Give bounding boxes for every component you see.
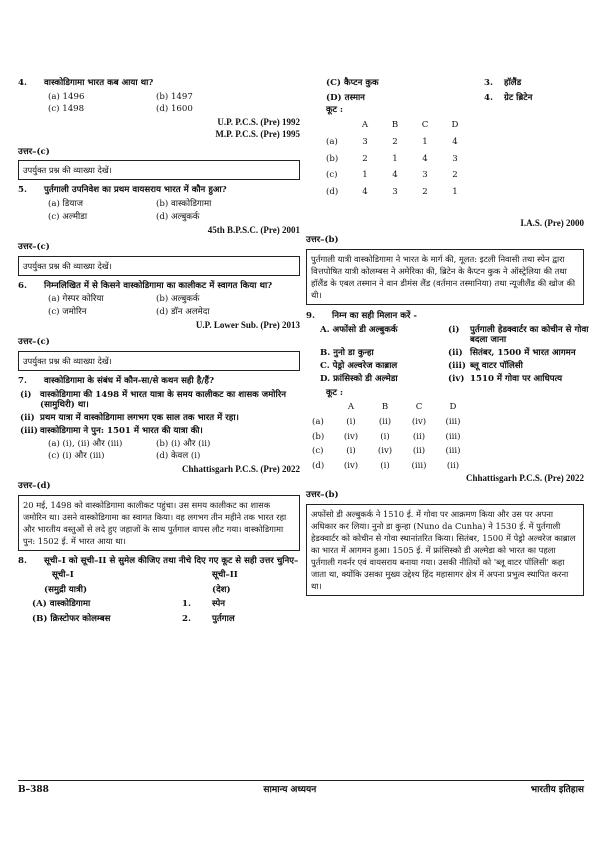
statement <box>18 413 300 424</box>
list2-number: (iv) <box>448 373 465 384</box>
code-label: कूट : <box>326 105 344 116</box>
question-number: 7. <box>18 375 27 386</box>
code-cell: 3 <box>362 136 368 147</box>
question-text: वास्कोडिगामा के संबंध में कौन-सा/से कथन सही है/हैं? <box>44 375 215 386</box>
code-cell: 4 <box>362 187 368 198</box>
statement <box>18 390 300 411</box>
source-label: M.P. P.C.S. (Pre) 1995 <box>215 129 300 140</box>
code-cell: (i) <box>380 431 390 442</box>
code-header: A <box>361 120 369 131</box>
option-c: (c) (i) और (iii) <box>48 451 105 462</box>
code-cell: (ii) <box>412 431 426 442</box>
question-6 <box>18 281 300 292</box>
code-cell: (a) <box>326 136 338 147</box>
code-cell: (ii) <box>378 416 392 427</box>
code-cell: (iv) <box>377 446 393 457</box>
option-a: (a) गेस्पर कोरिया <box>48 294 104 305</box>
question-text: निम्नलिखित में से किसने वास्कोडिगामा का कालीकट में स्वागत किया था? <box>44 280 273 291</box>
q8-list-header <box>18 570 300 625</box>
option-d: (d) केवल (i) <box>156 451 201 462</box>
option-b: (b) वास्कोडिगामा <box>156 199 212 210</box>
code-label: कूट : <box>326 388 344 399</box>
question-number: 5. <box>18 185 27 196</box>
code-cell: (c) <box>312 446 324 457</box>
source-label: Chhattisgarh P.C.S. (Pre) 2022 <box>465 472 584 483</box>
explanation-box: पुर्तगाली यात्री वास्कोडिगामा ने भारत के मार्ग की, मूलत: इटली निवासी तथा स्पेन द्वारा वित्तपोषित यात्री कोलम्बस ने अमेरिका की, ब्रिटेन के कैप्टन कुक ने ऑस्ट्रेलिया की तथा हॉलैंड के एबल तस्मान ने वान डीमंस लैंड (वर्तमान तस्मानिया) तथा न्यूजीलैंड की खोज की थी। <box>306 249 584 305</box>
code-cell: (i) <box>346 446 356 457</box>
source-label: U.P. Lower Sub. (Pre) 2013 <box>195 319 300 330</box>
explanation-box: उपर्युक्त प्रश्न की व्याख्या देखें। <box>18 256 300 276</box>
list2-number: 3. <box>484 78 493 88</box>
option-c: (c) जमोरिन <box>48 307 87 318</box>
question-9 <box>306 311 584 322</box>
list1-item: (D) तस्मान <box>326 92 365 103</box>
code-cell: (iv) <box>411 416 427 427</box>
code-cell: 3 <box>452 153 458 164</box>
explanation-box: 20 मई, 1498 को वास्कोडिगामा कालीकट पहुंचा। उस समय कालीकट का शासक जमोरिन था। उसने वास्कोडिगामा का स्वागत किया। वह लगभग तीन महीने तक भारत रहा और भारतीय वस्तुओं से लदे हुए जहाजों के साथ पुर्तगाल वापस लौट गया। वास्कोडिगामा पुन: 1502 ई. में भारत आया था। <box>18 495 300 551</box>
code-cell: (iii) <box>445 446 461 457</box>
question-4 <box>18 78 300 89</box>
answer-label: उत्तर–(c) <box>18 241 50 252</box>
question-text: वास्कोडिगामा भारत कब आया था? <box>44 78 154 88</box>
code-header: A <box>347 402 355 413</box>
list1-item: A. अफोंसो डी अल्बुकर्क <box>320 324 398 335</box>
answer-label: उत्तर–(d) <box>18 481 51 492</box>
code-cell: 1 <box>392 153 398 164</box>
code-cell: 4 <box>452 136 458 147</box>
code-cell: 3 <box>392 187 398 198</box>
list1-subheader: (समुद्री यात्री) <box>44 584 88 595</box>
list2-item: ब्लू वाटर पॉलिसी <box>470 360 523 371</box>
footer-section: भारतीय इतिहास <box>530 785 584 795</box>
list2-number: (ii) <box>448 348 463 359</box>
code-cell: 4 <box>422 153 428 164</box>
list2-item: हॉलैंड <box>504 78 522 88</box>
source-label: I.A.S. (Pre) 2000 <box>520 217 584 228</box>
list2-item: ग्रेट ब्रिटेन <box>504 92 533 103</box>
list2-number: (iii) <box>448 360 466 371</box>
question-7 <box>18 376 300 387</box>
statement-number: (iii) <box>20 425 38 436</box>
code-cell: (iv) <box>343 431 359 442</box>
list2-number: 2. <box>182 613 191 624</box>
q7-options <box>18 439 300 462</box>
list2-number: (i) <box>448 324 460 335</box>
statement-text: वास्कोडिगामा ने पुन: 1501 में भारत की यात्रा की। <box>40 425 203 436</box>
list2-item: पुर्तगाल <box>212 613 235 624</box>
code-cell: 3 <box>422 170 428 181</box>
list1-item: C. पेड्रो अल्वरेज काब्राल <box>320 360 398 371</box>
code-cell: (d) <box>326 187 339 198</box>
list2-item: सितंबर, 1500 में भारत आगमन <box>470 348 576 359</box>
list2-subheader: (देश) <box>212 584 231 595</box>
list2-item: 1510 में गोवा पर आधिपत्य <box>470 373 563 384</box>
q4-options <box>18 92 300 115</box>
explanation-box: अफोंसो डी अल्बुकर्क ने 1510 ई. में गोवा पर आक्रमण किया और उस पर अपना अधिकार कर लिया। नुनो डा कुन्हा (Nuno da Cunha) ने 1530 ई. में पुर्तगाली हेडक्वार्टर को कोचीन से गोवा स्थानांतरित किया। सितंबर, 1500 में पेड्रो अल्वरेज काब्राल का भारत में आगमन हुआ। 1505 ई. में फ्रांसिस्को डी अल्मेडा को भारत का पहला पुर्तगाली गवर्नर एवं वायसराय बनाया गया। उसकी नीतियों को 'ब्लू वाटर पॉलिसी' कहा जाता था, क्योंकि उसका मुख्य उद्देश्य हिंद महासागर क्षेत्र में अपना प्रभुत्व स्थापित करना था। <box>306 504 584 596</box>
option-d: (d) 1600 <box>156 104 193 115</box>
list2-item: पुर्तगाली हेडक्वार्टर का कोचीन से गोवा बदला जाना <box>470 324 589 346</box>
question-number: 8. <box>18 556 27 567</box>
code-header: C <box>415 402 423 413</box>
code-cell: (iii) <box>411 461 427 471</box>
answer-label: उत्तर–(c) <box>18 337 50 348</box>
code-header: C <box>421 120 429 131</box>
code-cell: (b) <box>326 153 339 164</box>
code-cell: (d) <box>312 461 325 471</box>
q9-code-table <box>306 402 584 472</box>
question-number: 9. <box>306 310 315 321</box>
option-b: (b) अल्बुकर्क <box>156 294 200 305</box>
q6-options <box>18 294 300 317</box>
code-cell: (ii) <box>412 446 426 457</box>
code-cell: (i) <box>346 416 356 427</box>
code-cell: 4 <box>392 170 398 181</box>
source-label: Chhattisgarh P.C.S. (Pre) 2022 <box>181 464 300 474</box>
question-text: निम्न का सही मिलान करें - <box>332 310 417 321</box>
statement <box>18 426 300 437</box>
option-d: (d) डॉन अलमेदा <box>156 307 210 318</box>
option-b: (b) (i) और (ii) <box>156 438 211 449</box>
question-5 <box>18 185 300 196</box>
code-cell: (i) <box>380 461 390 471</box>
list1-item: (B) क्रिस्टोफर कोलम्बस <box>32 613 111 624</box>
code-cell: 2 <box>452 170 458 181</box>
source-label: U.P. P.C.S. (Pre) 1992 <box>217 117 300 128</box>
q8-code-table <box>306 120 584 198</box>
code-cell: (iii) <box>445 431 461 442</box>
option-c: (c) 1498 <box>48 104 85 115</box>
option-a: (a) 1496 <box>48 91 85 102</box>
list2-header: सूची–II <box>212 569 238 580</box>
option-d: (d) अल्बुकर्क <box>156 211 200 222</box>
option-a: (a) (i), (ii) और (iii) <box>48 438 123 449</box>
code-cell: (iii) <box>445 416 461 427</box>
page-footer <box>18 780 584 796</box>
list1-header: सूची–I <box>52 569 74 580</box>
list1-item: (A) वास्कोडिगामा <box>32 599 91 610</box>
answer-label: उत्तर–(b) <box>306 489 339 500</box>
question-number: 4. <box>18 78 27 88</box>
question-text: सूची–I को सूची–II से सुमेल कीजिए तथा नीचे दिए गए कूट से सही उत्तर चुनिए– <box>44 556 299 567</box>
list2-number: 1. <box>182 599 191 610</box>
code-header: D <box>451 120 459 131</box>
code-cell: (a) <box>312 416 324 427</box>
question-text: पुर्तगाली उपनिवेश का प्रथम वायसराय भारत में कौन हुआ? <box>44 185 227 196</box>
answer-label: उत्तर–(c) <box>18 146 50 157</box>
source-label: 45th B.P.S.C. (Pre) 2001 <box>207 224 300 235</box>
code-cell: 2 <box>392 136 398 147</box>
code-cell: 2 <box>362 153 368 164</box>
code-cell: 2 <box>422 187 428 198</box>
statement-text: प्रथम यात्रा में वास्कोडिगामा लगभग एक साल तक भारत में रहा। <box>40 413 239 424</box>
option-b: (b) 1497 <box>156 91 193 102</box>
q5-options <box>18 199 300 222</box>
code-cell: (c) <box>326 170 338 181</box>
statement-number: (ii) <box>20 413 35 424</box>
page-number: B–388 <box>18 785 49 795</box>
list1-item: (C) कैप्टन कुक <box>326 78 379 88</box>
explanation-box: उपर्युक्त प्रश्न की व्याख्या देखें। <box>18 351 300 371</box>
list2-item: स्पेन <box>212 599 225 610</box>
list1-item: B. नुनो डा कुन्हा <box>320 348 374 359</box>
code-cell: 1 <box>452 187 458 198</box>
code-cell: (iv) <box>343 461 359 471</box>
footer-subject: सामान्य अध्ययन <box>263 785 317 795</box>
statement-text: वास्कोडिगामा की 1498 में भारत यात्रा के समय कालीकट का शासक जमोरिन (सामुथिरी) था। <box>40 389 286 411</box>
code-header: B <box>381 402 389 413</box>
option-c: (c) अल्मीडा <box>48 211 88 222</box>
code-header: B <box>391 120 399 131</box>
code-cell: (b) <box>312 431 325 442</box>
question-8 <box>18 556 300 567</box>
left-column <box>18 78 300 625</box>
code-cell: 1 <box>422 136 428 147</box>
list2-number: 4. <box>484 92 493 103</box>
option-a: (a) डियाज <box>48 199 83 210</box>
question-number: 6. <box>18 280 27 291</box>
list1-item: D. फ्रांसिस्को डी अल्मेडा <box>320 373 398 384</box>
q9-match-list <box>306 324 589 385</box>
code-header: D <box>449 402 457 413</box>
statement-number: (i) <box>20 389 32 400</box>
code-cell: (ii) <box>446 461 460 471</box>
q8-list-continued <box>306 78 584 103</box>
explanation-box: उपर्युक्त प्रश्न की व्याख्या देखें। <box>18 160 300 180</box>
code-cell: 1 <box>362 170 368 181</box>
right-column <box>306 78 589 601</box>
answer-label: उत्तर–(b) <box>306 235 339 246</box>
